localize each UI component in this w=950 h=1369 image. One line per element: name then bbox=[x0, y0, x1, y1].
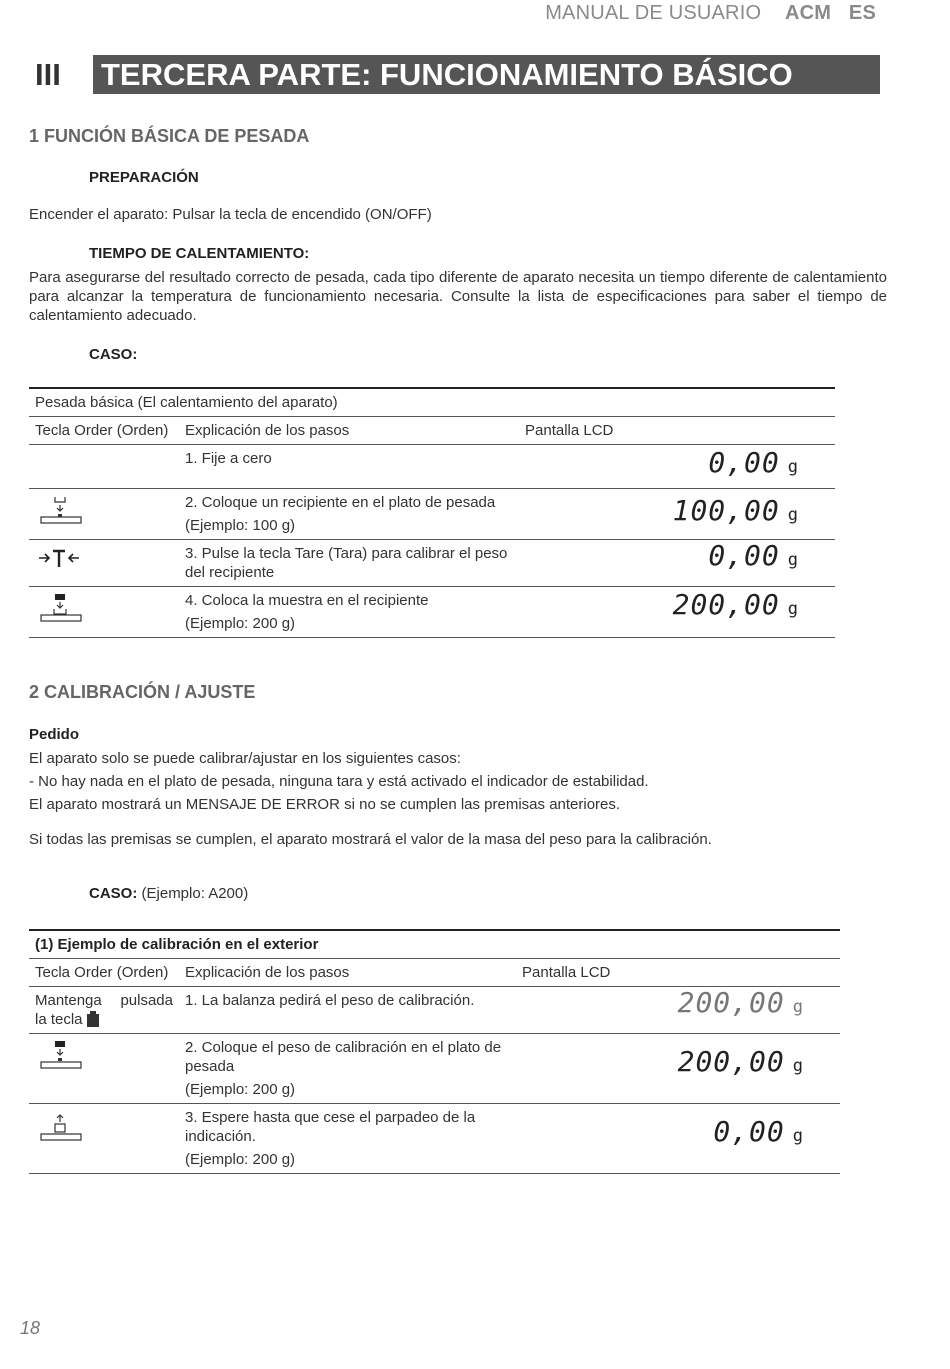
step-text: 1. Fije a cero bbox=[179, 445, 519, 489]
column-header-steps: Explicación de los pasos bbox=[179, 417, 519, 445]
calibration-condition-intro: El aparato solo se puede calibrar/ajustar en los siguientes casos: bbox=[29, 750, 461, 767]
table-title: (1) Ejemplo de calibración en el exterior bbox=[29, 930, 840, 959]
lcd-display: 100,00 g bbox=[519, 489, 835, 540]
basic-weighing-table bbox=[29, 387, 835, 638]
key-instruction: Mantenga pulsada la tecla bbox=[29, 987, 179, 1034]
case-line-2 bbox=[89, 884, 248, 903]
page-header bbox=[545, 2, 876, 25]
calibration-condition-1: - No hay nada en el plato de pesada, ninguna tara y está activado el indicador de estabilidad. bbox=[29, 773, 649, 790]
column-header-lcd: Pantalla LCD bbox=[516, 959, 840, 987]
preparation-heading: PREPARACIÓN bbox=[89, 169, 199, 186]
page-number: 18 bbox=[20, 1318, 41, 1338]
part-title bbox=[35, 55, 880, 94]
language-label: ES bbox=[848, 2, 876, 24]
lcd-display: 200,00 g bbox=[519, 587, 835, 638]
column-header-key: Tecla Order (Orden) bbox=[29, 417, 179, 445]
lcd-display: 200,00 g bbox=[516, 987, 840, 1034]
step-text: 3. Espere hasta que cese el parpadeo de la indicación. (Ejemplo: 200 g) bbox=[179, 1104, 516, 1174]
remove-weight-icon bbox=[29, 1104, 179, 1174]
step-text: 1. La balanza pedirá el peso de calibración. bbox=[179, 987, 516, 1034]
lcd-display: 0,00 g bbox=[519, 540, 835, 587]
section-2-heading: 2 CALIBRACIÓN / AJUSTE bbox=[29, 682, 256, 702]
column-header-steps: Explicación de los pasos bbox=[179, 959, 516, 987]
calibration-success-note: Si todas las premisas se cumplen, el aparato mostrará el valor de la masa del peso para la calibración. bbox=[29, 831, 712, 848]
container-on-pan-icon bbox=[29, 489, 179, 540]
lcd-display: 200,00 g bbox=[516, 1034, 840, 1104]
step-text: 2. Coloque un recipiente en el plato de pesada (Ejemplo: 100 g) bbox=[179, 489, 519, 540]
model-label: ACM bbox=[784, 2, 832, 24]
table-row bbox=[29, 445, 179, 489]
calibration-error-note: El aparato mostrará un MENSAJE DE ERROR si no se cumplen las premisas anteriores. bbox=[29, 796, 621, 813]
warmup-heading: TIEMPO DE CALENTAMIENTO: bbox=[89, 245, 310, 262]
pedido-heading: Pedido bbox=[29, 726, 80, 743]
part-title-box: TERCERA PARTE: FUNCIONAMIENTO BÁSICO bbox=[93, 55, 880, 94]
column-header-key: Tecla Order (Orden) bbox=[29, 959, 179, 987]
warmup-text: Para asegurarse del resultado correcto de pesada, cada tipo diferente de aparato necesita un tiempo diferente de calentamiento para alcanzar la temperatura de funcionamiento necesaria. Consulte la lista de especificaciones para saber el tiempo de calentamiento adecuado. bbox=[29, 269, 887, 324]
weight-on-pan-icon bbox=[29, 1034, 179, 1104]
step-text: 3. Pulse la tecla Tare (Tara) para calibrar el peso del recipiente bbox=[179, 540, 519, 587]
case-example: (Ejemplo: A200) bbox=[141, 885, 249, 902]
table-title: Pesada básica (El calentamiento del aparato) bbox=[29, 388, 835, 417]
tare-key-icon bbox=[29, 540, 179, 587]
lcd-display: 0,00 g bbox=[519, 445, 835, 489]
sample-on-pan-icon bbox=[29, 587, 179, 638]
lcd-display: 0,00 g bbox=[516, 1104, 840, 1174]
calibration-weight-key-icon bbox=[87, 1011, 99, 1027]
column-header-lcd: Pantalla LCD bbox=[519, 417, 835, 445]
calibration-table bbox=[29, 929, 840, 1174]
part-number: III bbox=[35, 57, 61, 92]
step-text: 2. Coloque el peso de calibración en el plato de pesada (Ejemplo: 200 g) bbox=[179, 1034, 516, 1104]
step-text: 4. Coloca la muestra en el recipiente (Ejemplo: 200 g) bbox=[179, 587, 519, 638]
case-heading-1: CASO: bbox=[89, 346, 138, 363]
preparation-text: Encender el aparato: Pulsar la tecla de encendido (ON/OFF) bbox=[29, 206, 432, 223]
manual-label: MANUAL DE USUARIO bbox=[545, 2, 762, 24]
case-heading-2: CASO: bbox=[89, 885, 138, 902]
section-1-heading: 1 FUNCIÓN BÁSICA DE PESADA bbox=[29, 126, 310, 146]
